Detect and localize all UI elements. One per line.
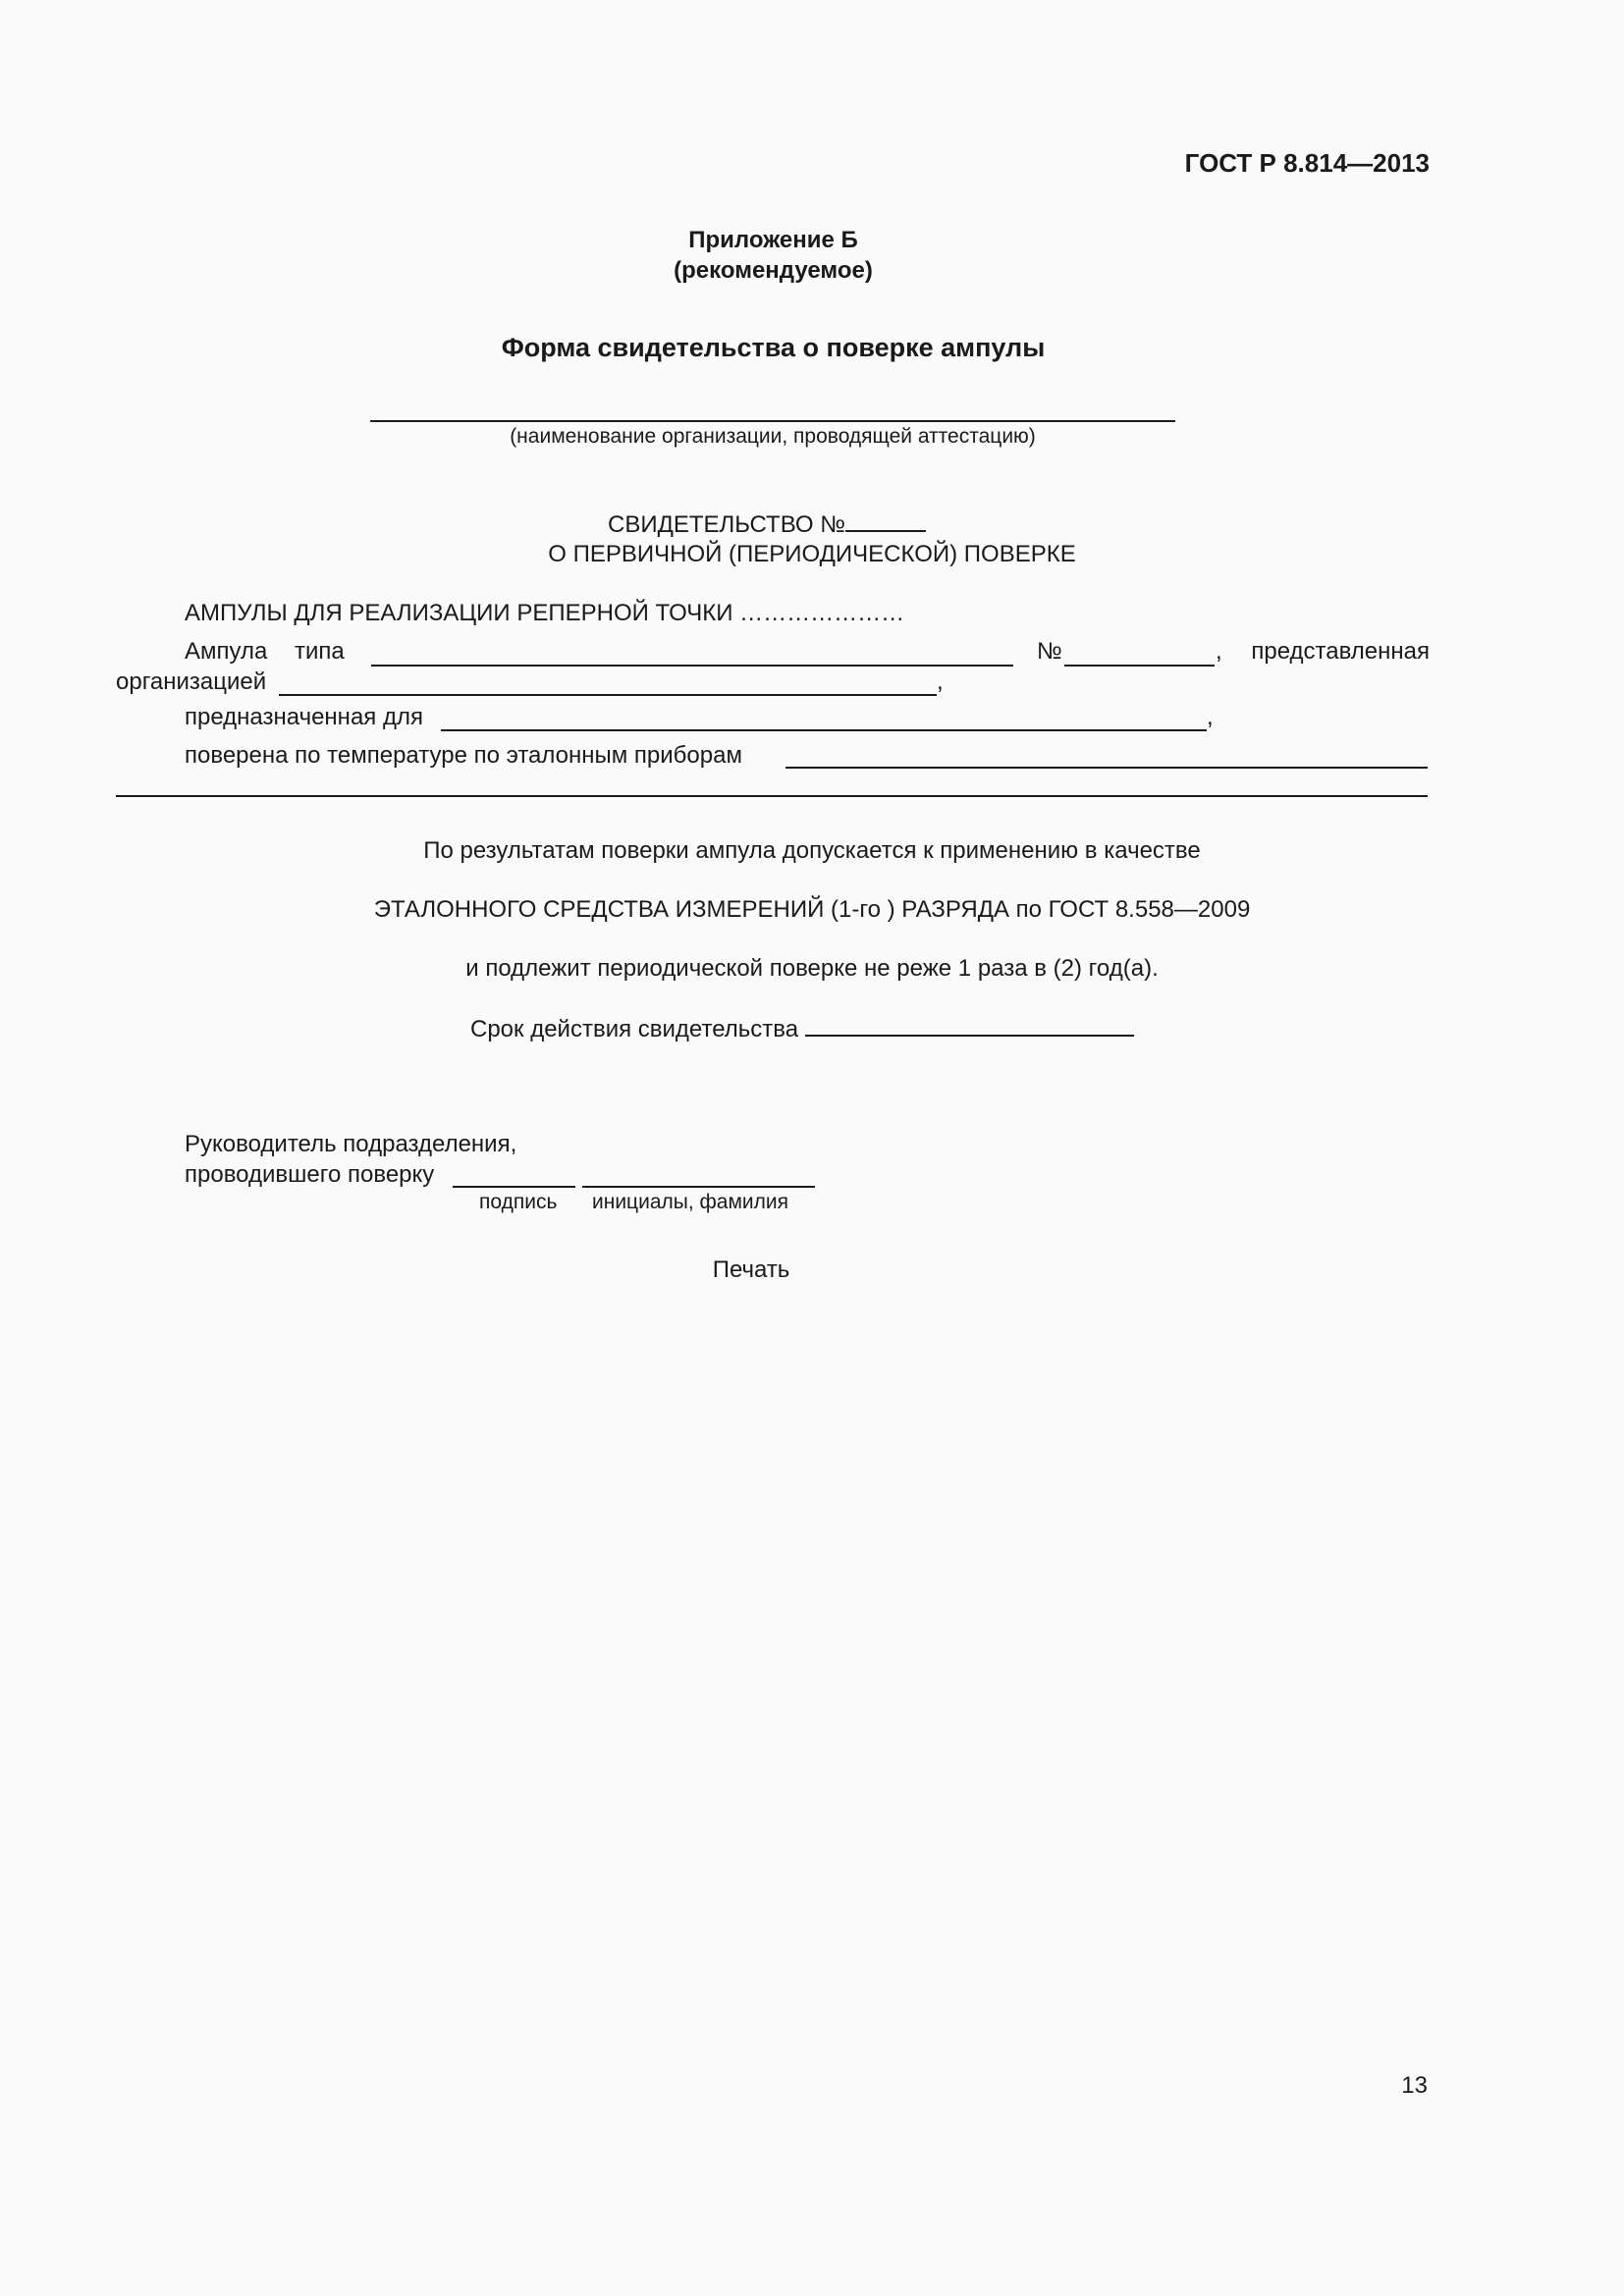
verified-label: поверена по температуре по эталонным приборам <box>185 742 742 769</box>
appendix-status: (рекомендуемое) <box>674 257 873 284</box>
result-line-2: ЭТАЛОННОГО СРЕДСТВА ИЗМЕРЕНИЙ (1-го ) РАЗРЯДА по ГОСТ 8.558—2009 <box>373 896 1251 923</box>
signature-caption: подпись <box>479 1191 558 1213</box>
validity-label: Срок действия свидетельства <box>470 1016 799 1042</box>
certificate-subtitle: О ПЕРВИЧНОЙ (ПЕРИОДИЧЕСКОЙ) ПОВЕРКЕ <box>548 541 1076 567</box>
stamp-label: Печать <box>712 1256 790 1283</box>
result-line-1: По результатам поверки ампула допускается к применению в качестве <box>423 837 1201 864</box>
form-title: Форма свидетельства о поверке ампулы <box>501 333 1046 362</box>
ampoule-reference-point: АМПУЛЫ ДЛЯ РЕАЛИЗАЦИИ РЕПЕРНОЙ ТОЧКИ ………………… <box>185 600 905 626</box>
number-label: № <box>1037 638 1062 665</box>
appendix-title: Приложение Б <box>688 227 858 253</box>
reference-instruments-line-2[interactable] <box>116 795 1428 797</box>
represented-label: представленная <box>1251 638 1430 665</box>
comma: , <box>1216 638 1222 665</box>
name-line[interactable] <box>582 1186 815 1188</box>
certificate-number-blank[interactable] <box>845 508 926 532</box>
head-of-department-label: Руководитель подразделения, <box>185 1131 517 1157</box>
result-line-3: и подлежит периодической поверке не реже 1 раза в (2) год(а). <box>465 955 1159 982</box>
validity-blank[interactable] <box>805 1013 1134 1037</box>
organization-line[interactable] <box>279 694 937 696</box>
certificate-title <box>608 508 926 540</box>
reference-instruments-line[interactable] <box>785 767 1428 769</box>
document-code: ГОСТ Р 8.814—2013 <box>1184 148 1430 178</box>
signature-line[interactable] <box>453 1186 575 1188</box>
intended-line[interactable] <box>441 729 1207 731</box>
ampoule-type-line[interactable] <box>371 665 1013 667</box>
organization-name-line[interactable] <box>370 420 1175 422</box>
head-of-department-label-2: проводившего поверку <box>185 1161 435 1188</box>
organization-caption: (наименование организации, проводящей аттестацию) <box>510 425 1036 448</box>
ampoule-label: Ампула <box>185 638 268 665</box>
ampoule-number-line[interactable] <box>1064 665 1215 667</box>
comma: , <box>1207 704 1214 730</box>
certificate-title-text: СВИДЕТЕЛЬСТВО № <box>608 511 845 538</box>
name-caption: инициалы, фамилия <box>592 1191 788 1213</box>
page-number: 13 <box>1401 2072 1428 2099</box>
intended-label: предназначенная для <box>185 704 423 730</box>
validity-row <box>470 1013 1134 1044</box>
comma: , <box>937 668 944 695</box>
organization-label: организацией <box>116 668 267 695</box>
type-label: типа <box>295 638 345 665</box>
